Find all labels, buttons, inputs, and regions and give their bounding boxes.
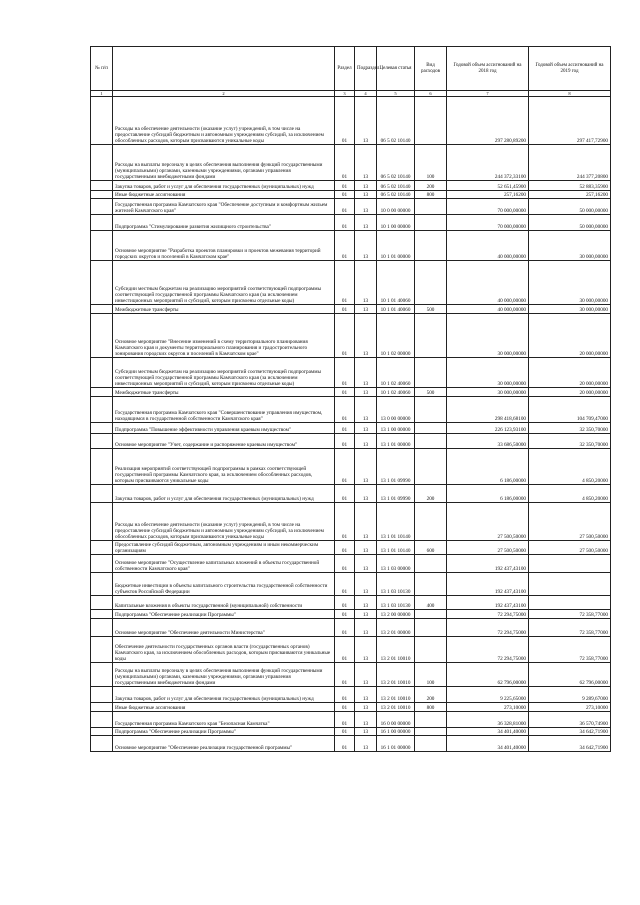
row-amount-2019-cell: 257,16200 xyxy=(529,191,611,199)
column-index-cell: 5 xyxy=(377,91,415,97)
row-type-cell: 200 xyxy=(415,485,447,503)
row-amount-2019-cell: 36 570,74900 xyxy=(529,712,611,728)
col-header-name xyxy=(113,47,335,91)
row-num-cell xyxy=(91,555,113,573)
row-target-cell: 10 1 00 00000 xyxy=(377,215,415,231)
row-amount-2018-cell: 6 186,00000 xyxy=(447,485,529,503)
table-row xyxy=(91,619,611,637)
row-razdel-cell: 01 xyxy=(335,181,355,191)
table-row xyxy=(91,503,611,541)
row-podrazdel-cell: 13 xyxy=(355,596,377,610)
row-target-cell: 13 1 00 00000 xyxy=(377,423,415,434)
table-row xyxy=(91,712,611,728)
row-num-cell xyxy=(91,191,113,199)
table-row xyxy=(91,314,611,358)
table-row xyxy=(91,181,611,191)
row-amount-2018-cell: 192 437,43100 xyxy=(447,573,529,596)
col-header-2019: Годовой объем ассигнований на 2019 год xyxy=(529,47,611,91)
row-name-cell: Основное мероприятие "Осуществление капитальных вложений в объекты государственной собственности Камчатского края" xyxy=(113,555,335,573)
col-header-num: № п/п xyxy=(91,47,113,91)
row-amount-2019-cell: 30 000,00000 xyxy=(529,231,611,261)
table-row xyxy=(91,145,611,181)
row-target-cell: 13 2 01 10010 xyxy=(377,663,415,687)
row-name-cell: Капитальные вложения в объекты государственной (муниципальной) собственности xyxy=(113,596,335,610)
row-num-cell xyxy=(91,663,113,687)
row-target-cell: 13 1 01 00000 xyxy=(377,434,415,449)
row-name-cell: Иные бюджетные ассигнования xyxy=(113,191,335,199)
row-name-cell: Расходы на обеспечение деятельности (оказание услуг) учреждений, в том числе на предоставление субсидий бюджетным и автономным учреждениям субсидий, за исключением обособленных расходов, которым присваиваются уникальные коды xyxy=(113,97,335,145)
row-num-cell xyxy=(91,423,113,434)
row-razdel-cell: 01 xyxy=(335,199,355,215)
row-num-cell xyxy=(91,397,113,423)
row-amount-2018-cell: 72 294,75000 xyxy=(447,610,529,619)
row-target-cell: 10 1 02 00000 xyxy=(377,314,415,358)
row-type-cell: 400 xyxy=(415,596,447,610)
row-type-cell xyxy=(415,314,447,358)
row-amount-2018-cell: 30 000,00000 xyxy=(447,388,529,397)
row-name-cell: Иные бюджетные ассигнования xyxy=(113,703,335,712)
row-amount-2018-cell: 273,10000 xyxy=(447,703,529,712)
row-amount-2019-cell: 52 883,35900 xyxy=(529,181,611,191)
row-amount-2018-cell: 70 000,00000 xyxy=(447,215,529,231)
row-razdel-cell: 01 xyxy=(335,541,355,555)
row-podrazdel-cell: 13 xyxy=(355,314,377,358)
row-target-cell: 13 1 01 09990 xyxy=(377,449,415,485)
row-podrazdel-cell: 13 xyxy=(355,555,377,573)
row-num-cell xyxy=(91,687,113,703)
row-num-cell xyxy=(91,610,113,619)
header-row xyxy=(91,47,611,91)
column-index-cell: 1 xyxy=(91,91,113,97)
row-type-cell xyxy=(415,261,447,305)
row-target-cell: 13 1 03 10130 xyxy=(377,596,415,610)
table-row xyxy=(91,199,611,215)
row-type-cell xyxy=(415,712,447,728)
row-type-cell xyxy=(415,573,447,596)
row-amount-2018-cell: 70 000,00000 xyxy=(447,199,529,215)
row-amount-2019-cell: 27 500,50000 xyxy=(529,541,611,555)
row-name-cell: Основное мероприятие "Учет, содержание и распоряжение краевым имуществом" xyxy=(113,434,335,449)
row-type-cell xyxy=(415,215,447,231)
row-name-cell: Подпрограмма "Обеспечение реализации Программы" xyxy=(113,610,335,619)
row-razdel-cell: 01 xyxy=(335,637,355,663)
table-row xyxy=(91,703,611,712)
row-num-cell xyxy=(91,358,113,388)
row-razdel-cell: 01 xyxy=(335,358,355,388)
row-name-cell: Государственная программа Камчатского края "Безопасная Камчатка" xyxy=(113,712,335,728)
row-num-cell xyxy=(91,388,113,397)
col-header-2018: Годовой объем ассигнований на 2018 год xyxy=(447,47,529,91)
row-podrazdel-cell: 13 xyxy=(355,663,377,687)
row-num-cell xyxy=(91,314,113,358)
row-type-cell: 200 xyxy=(415,181,447,191)
row-amount-2019-cell: 4 850,20000 xyxy=(529,449,611,485)
row-razdel-cell: 01 xyxy=(335,503,355,541)
row-target-cell: 13 1 03 00000 xyxy=(377,555,415,573)
row-amount-2018-cell: 36 328,81000 xyxy=(447,712,529,728)
row-podrazdel-cell: 13 xyxy=(355,388,377,397)
row-num-cell xyxy=(91,231,113,261)
row-name-cell: Закупка товаров, работ и услуг для обеспечения государственных (муниципальных) нужд xyxy=(113,687,335,703)
row-num-cell xyxy=(91,541,113,555)
row-target-cell: 13 1 01 09990 xyxy=(377,485,415,503)
row-razdel-cell: 01 xyxy=(335,191,355,199)
row-razdel-cell: 01 xyxy=(335,434,355,449)
row-podrazdel-cell: 13 xyxy=(355,423,377,434)
row-target-cell: 10 0 00 00000 xyxy=(377,199,415,215)
row-target-cell: 06 5 02 10140 xyxy=(377,181,415,191)
table-row xyxy=(91,485,611,503)
row-name-cell: Закупка товаров, работ и услуг для обеспечения государственных (муниципальных) нужд xyxy=(113,485,335,503)
row-razdel-cell: 01 xyxy=(335,736,355,752)
row-target-cell: 13 2 01 10010 xyxy=(377,703,415,712)
row-amount-2018-cell: 34 401,40000 xyxy=(447,728,529,736)
row-amount-2019-cell: 27 500,50000 xyxy=(529,503,611,541)
row-razdel-cell: 01 xyxy=(335,231,355,261)
budget-table xyxy=(90,46,611,752)
row-amount-2018-cell: 297 280,89200 xyxy=(447,97,529,145)
row-type-cell xyxy=(415,231,447,261)
row-podrazdel-cell: 13 xyxy=(355,449,377,485)
row-amount-2018-cell: 72 294,75000 xyxy=(447,619,529,637)
row-amount-2019-cell: 104 709,47000 xyxy=(529,397,611,423)
row-num-cell xyxy=(91,434,113,449)
row-amount-2019-cell: 50 000,00000 xyxy=(529,215,611,231)
row-razdel-cell: 01 xyxy=(335,728,355,736)
row-target-cell: 16 1 01 00000 xyxy=(377,736,415,752)
row-amount-2018-cell: 52 651,45900 xyxy=(447,181,529,191)
row-razdel-cell: 01 xyxy=(335,397,355,423)
row-target-cell: 06 5 02 10140 xyxy=(377,97,415,145)
row-podrazdel-cell: 13 xyxy=(355,181,377,191)
row-razdel-cell: 01 xyxy=(335,610,355,619)
row-amount-2019-cell: 72 358,77000 xyxy=(529,637,611,663)
row-type-cell xyxy=(415,199,447,215)
row-num-cell xyxy=(91,712,113,728)
row-name-cell: Закупка товаров, работ и услуг для обеспечения государственных (муниципальных) нужд xyxy=(113,181,335,191)
row-podrazdel-cell: 13 xyxy=(355,434,377,449)
row-name-cell: Расходы на выплаты персоналу в целях обеспечения выполнения функций государственными (муниципальными) органами, казенными учреждениями, органами управления государственными внебюджетными фондами xyxy=(113,145,335,181)
table-row xyxy=(91,97,611,145)
row-type-cell: 500 xyxy=(415,305,447,314)
table-row xyxy=(91,231,611,261)
row-podrazdel-cell: 13 xyxy=(355,541,377,555)
row-podrazdel-cell: 13 xyxy=(355,619,377,637)
table-row xyxy=(91,449,611,485)
row-podrazdel-cell: 13 xyxy=(355,687,377,703)
row-razdel-cell: 01 xyxy=(335,423,355,434)
row-podrazdel-cell: 13 xyxy=(355,703,377,712)
row-razdel-cell: 01 xyxy=(335,703,355,712)
table-row xyxy=(91,358,611,388)
row-podrazdel-cell: 13 xyxy=(355,503,377,541)
row-name-cell: Основное мероприятие "Обеспечение реализации государственной программы" xyxy=(113,736,335,752)
row-amount-2018-cell: 33 686,50000 xyxy=(447,434,529,449)
row-name-cell: Основное мероприятие "Внесение изменений в схему территориального планирования Камчатского края и документы территориального планирования и градостроительного зонирования городских округов и поселений в Камчатском крае" xyxy=(113,314,335,358)
row-amount-2019-cell: 34 642,71900 xyxy=(529,728,611,736)
row-name-cell: Межбюджетные трансферты xyxy=(113,305,335,314)
row-name-cell: Государственная программа Камчатского края "Обеспечение доступным и комфортным жильем жителей Камчатского края" xyxy=(113,199,335,215)
row-name-cell: Подпрограмма "Стимулирование развития жилищного строительства" xyxy=(113,215,335,231)
row-podrazdel-cell: 13 xyxy=(355,145,377,181)
row-type-cell xyxy=(415,555,447,573)
row-amount-2018-cell: 27 500,50000 xyxy=(447,503,529,541)
row-type-cell xyxy=(415,610,447,619)
row-target-cell: 16 1 00 00000 xyxy=(377,728,415,736)
row-name-cell: Основное мероприятие "Разработка проектов планировки и проектов межевания территорий городских округов и поселений в Камчатском крае" xyxy=(113,231,335,261)
row-name-cell: Субсидии местным бюджетам на реализацию мероприятий соответствующей подпрограммы соответствующей государственной программы Камчатского края (за исключением инвестиционных мероприятий и субсидий, которым присвоены отдельные коды) xyxy=(113,261,335,305)
row-num-cell xyxy=(91,485,113,503)
row-target-cell: 10 1 02 40060 xyxy=(377,358,415,388)
table-row xyxy=(91,573,611,596)
row-podrazdel-cell: 13 xyxy=(355,728,377,736)
row-amount-2018-cell: 226 123,93100 xyxy=(447,423,529,434)
row-amount-2019-cell: 34 642,71900 xyxy=(529,736,611,752)
row-razdel-cell: 01 xyxy=(335,573,355,596)
row-amount-2019-cell xyxy=(529,555,611,573)
row-amount-2018-cell: 298 418,68100 xyxy=(447,397,529,423)
row-razdel-cell: 01 xyxy=(335,687,355,703)
row-num-cell xyxy=(91,449,113,485)
row-razdel-cell: 01 xyxy=(335,712,355,728)
row-podrazdel-cell: 13 xyxy=(355,215,377,231)
row-type-cell xyxy=(415,637,447,663)
row-name-cell: Бюджетные инвестиции в объекты капитального строительства государственной собственности субъектов Российской Федерации xyxy=(113,573,335,596)
row-type-cell: 600 xyxy=(415,541,447,555)
column-index-cell: 3 xyxy=(335,91,355,97)
row-target-cell: 10 1 01 40060 xyxy=(377,261,415,305)
row-podrazdel-cell: 13 xyxy=(355,485,377,503)
row-target-cell: 13 1 03 10130 xyxy=(377,573,415,596)
row-num-cell xyxy=(91,728,113,736)
row-razdel-cell: 01 xyxy=(335,145,355,181)
row-target-cell: 13 1 01 10140 xyxy=(377,541,415,555)
row-type-cell xyxy=(415,358,447,388)
row-name-cell: Субсидии местным бюджетам на реализацию мероприятий соответствующей подпрограммы соответствующей государственной программы Камчатского края (за исключением инвестиционных мероприятий и субсидий, которым присвоены отдельные коды) xyxy=(113,358,335,388)
row-amount-2019-cell: 244 377,20800 xyxy=(529,145,611,181)
table-row xyxy=(91,305,611,314)
row-amount-2018-cell: 34 401,40000 xyxy=(447,736,529,752)
row-name-cell: Подпрограмма "Обеспечение реализации Программы" xyxy=(113,728,335,736)
row-num-cell xyxy=(91,181,113,191)
row-name-cell: Подпрограмма "Повышение эффективности управления краевым имуществом" xyxy=(113,423,335,434)
row-type-cell: 200 xyxy=(415,687,447,703)
row-type-cell xyxy=(415,423,447,434)
row-type-cell xyxy=(415,728,447,736)
row-razdel-cell: 01 xyxy=(335,663,355,687)
row-amount-2018-cell: 40 000,00000 xyxy=(447,305,529,314)
row-razdel-cell: 01 xyxy=(335,305,355,314)
column-index-cell: 2 xyxy=(113,91,335,97)
row-amount-2018-cell: 27 500,50000 xyxy=(447,541,529,555)
row-amount-2019-cell: 297 417,72900 xyxy=(529,97,611,145)
row-name-cell: Основное мероприятие "Обеспечение деятельности Министерства" xyxy=(113,619,335,637)
row-podrazdel-cell: 13 xyxy=(355,712,377,728)
row-razdel-cell: 01 xyxy=(335,555,355,573)
row-amount-2018-cell: 40 000,00000 xyxy=(447,261,529,305)
column-index-cell: 6 xyxy=(415,91,447,97)
row-num-cell xyxy=(91,305,113,314)
row-amount-2018-cell: 192 437,43100 xyxy=(447,555,529,573)
row-type-cell: 100 xyxy=(415,663,447,687)
row-razdel-cell: 01 xyxy=(335,388,355,397)
row-amount-2018-cell: 30 000,00000 xyxy=(447,358,529,388)
row-amount-2018-cell: 192 437,43100 xyxy=(447,596,529,610)
row-razdel-cell: 01 xyxy=(335,619,355,637)
row-amount-2019-cell: 62 796,00000 xyxy=(529,663,611,687)
row-podrazdel-cell: 13 xyxy=(355,358,377,388)
row-num-cell xyxy=(91,215,113,231)
row-target-cell: 06 5 02 10140 xyxy=(377,145,415,181)
row-num-cell xyxy=(91,573,113,596)
row-type-cell xyxy=(415,449,447,485)
row-name-cell: Обеспечение деятельности государственных органов власти (государственных органов) Камчатского края, за исключением обособленных расходов, которым присваиваются уникальные коды xyxy=(113,637,335,663)
table-row xyxy=(91,555,611,573)
row-name-cell: Реализация мероприятий соответствующей подпрограммы в рамках соответствующей государственной программы Камчатского края, за исключением обособленных расходов, которым присваиваются уникальные коды xyxy=(113,449,335,485)
table-row xyxy=(91,637,611,663)
row-type-cell xyxy=(415,97,447,145)
row-name-cell: Межбюджетные трансферты xyxy=(113,388,335,397)
table-row xyxy=(91,388,611,397)
row-type-cell: 500 xyxy=(415,388,447,397)
row-num-cell xyxy=(91,619,113,637)
row-name-cell: Расходы на выплаты персоналу в целях обеспечения выполнения функций государственными (муниципальными) органами, казенными учреждениями, органами управления государственными внебюджетными фондами xyxy=(113,663,335,687)
row-amount-2018-cell: 257,16200 xyxy=(447,191,529,199)
row-num-cell xyxy=(91,199,113,215)
row-podrazdel-cell: 13 xyxy=(355,199,377,215)
row-type-cell xyxy=(415,736,447,752)
row-type-cell xyxy=(415,503,447,541)
table-row xyxy=(91,434,611,449)
row-amount-2018-cell: 6 186,00000 xyxy=(447,449,529,485)
row-razdel-cell: 01 xyxy=(335,215,355,231)
row-name-cell: Государственная программа Камчатского края "Совершенствование управления имуществом, находящимся в государственной собственности Камчатского края" xyxy=(113,397,335,423)
table-row xyxy=(91,423,611,434)
column-index-cell: 4 xyxy=(355,91,377,97)
row-type-cell xyxy=(415,397,447,423)
row-amount-2019-cell: 273,10000 xyxy=(529,703,611,712)
row-target-cell: 13 2 01 00000 xyxy=(377,619,415,637)
row-type-cell xyxy=(415,619,447,637)
row-target-cell: 10 1 01 40060 xyxy=(377,305,415,314)
row-podrazdel-cell: 13 xyxy=(355,637,377,663)
row-amount-2019-cell: 72 358,77000 xyxy=(529,619,611,637)
row-amount-2019-cell: 9 289,67000 xyxy=(529,687,611,703)
row-num-cell xyxy=(91,596,113,610)
row-amount-2018-cell: 72 294,75000 xyxy=(447,637,529,663)
row-amount-2019-cell xyxy=(529,596,611,610)
row-target-cell: 10 1 01 00000 xyxy=(377,231,415,261)
col-header-podrazdel: Подраздел xyxy=(355,47,377,91)
table-row xyxy=(91,191,611,199)
row-podrazdel-cell: 13 xyxy=(355,261,377,305)
row-razdel-cell: 01 xyxy=(335,596,355,610)
row-num-cell xyxy=(91,503,113,541)
row-type-cell: 100 xyxy=(415,145,447,181)
row-podrazdel-cell: 13 xyxy=(355,231,377,261)
row-target-cell: 13 1 01 10140 xyxy=(377,503,415,541)
col-header-razdel: Раздел xyxy=(335,47,355,91)
row-amount-2019-cell: 20 000,00000 xyxy=(529,314,611,358)
row-num-cell xyxy=(91,97,113,145)
column-index-cell: 7 xyxy=(447,91,529,97)
row-podrazdel-cell: 13 xyxy=(355,191,377,199)
row-amount-2018-cell: 62 796,00000 xyxy=(447,663,529,687)
row-amount-2019-cell: 72 358,77000 xyxy=(529,610,611,619)
column-index-cell: 8 xyxy=(529,91,611,97)
row-target-cell: 13 2 01 10010 xyxy=(377,637,415,663)
table-row xyxy=(91,687,611,703)
row-num-cell xyxy=(91,145,113,181)
row-podrazdel-cell: 13 xyxy=(355,610,377,619)
row-target-cell: 10 1 02 40060 xyxy=(377,388,415,397)
table-row xyxy=(91,728,611,736)
row-amount-2018-cell: 9 225,65000 xyxy=(447,687,529,703)
row-num-cell xyxy=(91,736,113,752)
table-row xyxy=(91,397,611,423)
row-target-cell: 06 5 02 10140 xyxy=(377,191,415,199)
row-amount-2019-cell: 50 000,00000 xyxy=(529,199,611,215)
row-amount-2019-cell: 32 350,70000 xyxy=(529,423,611,434)
table-row xyxy=(91,596,611,610)
row-podrazdel-cell: 13 xyxy=(355,736,377,752)
row-num-cell xyxy=(91,637,113,663)
row-amount-2019-cell: 20 000,00000 xyxy=(529,388,611,397)
row-name-cell: Расходы на обеспечение деятельности (оказание услуг) учреждений, в том числе на предоставление субсидий бюджетным и автономным учреждениям субсидий, за исключением обособленных расходов, которым присваиваются уникальные коды xyxy=(113,503,335,541)
row-razdel-cell: 01 xyxy=(335,485,355,503)
row-target-cell: 13 0 00 00000 xyxy=(377,397,415,423)
row-podrazdel-cell: 13 xyxy=(355,97,377,145)
row-num-cell xyxy=(91,261,113,305)
row-amount-2019-cell: 30 000,00000 xyxy=(529,305,611,314)
row-podrazdel-cell: 13 xyxy=(355,305,377,314)
row-target-cell: 13 2 00 00000 xyxy=(377,610,415,619)
row-amount-2018-cell: 244 372,33100 xyxy=(447,145,529,181)
row-amount-2018-cell: 40 000,00000 xyxy=(447,231,529,261)
row-amount-2019-cell: 30 000,00000 xyxy=(529,261,611,305)
table-row xyxy=(91,215,611,231)
row-razdel-cell: 01 xyxy=(335,449,355,485)
table-row xyxy=(91,610,611,619)
row-name-cell: Предоставление субсидий бюджетным, автономным учреждениям и иным некоммерческим организациям xyxy=(113,541,335,555)
row-type-cell: 800 xyxy=(415,191,447,199)
row-num-cell xyxy=(91,703,113,712)
table-row xyxy=(91,261,611,305)
col-header-target: Целевая статья xyxy=(377,47,415,91)
row-razdel-cell: 01 xyxy=(335,97,355,145)
col-header-type: Вид расходов xyxy=(415,47,447,91)
row-target-cell: 13 2 01 10010 xyxy=(377,687,415,703)
row-razdel-cell: 01 xyxy=(335,314,355,358)
row-type-cell xyxy=(415,434,447,449)
row-amount-2018-cell: 30 000,00000 xyxy=(447,314,529,358)
row-podrazdel-cell: 13 xyxy=(355,573,377,596)
row-amount-2019-cell xyxy=(529,573,611,596)
table-row xyxy=(91,541,611,555)
row-type-cell: 800 xyxy=(415,703,447,712)
table-row xyxy=(91,663,611,687)
table-row xyxy=(91,736,611,752)
row-target-cell: 16 0 00 00000 xyxy=(377,712,415,728)
row-amount-2019-cell: 4 850,20000 xyxy=(529,485,611,503)
row-razdel-cell: 01 xyxy=(335,261,355,305)
row-amount-2019-cell: 20 000,00000 xyxy=(529,358,611,388)
row-amount-2019-cell: 32 350,70000 xyxy=(529,434,611,449)
row-podrazdel-cell: 13 xyxy=(355,397,377,423)
